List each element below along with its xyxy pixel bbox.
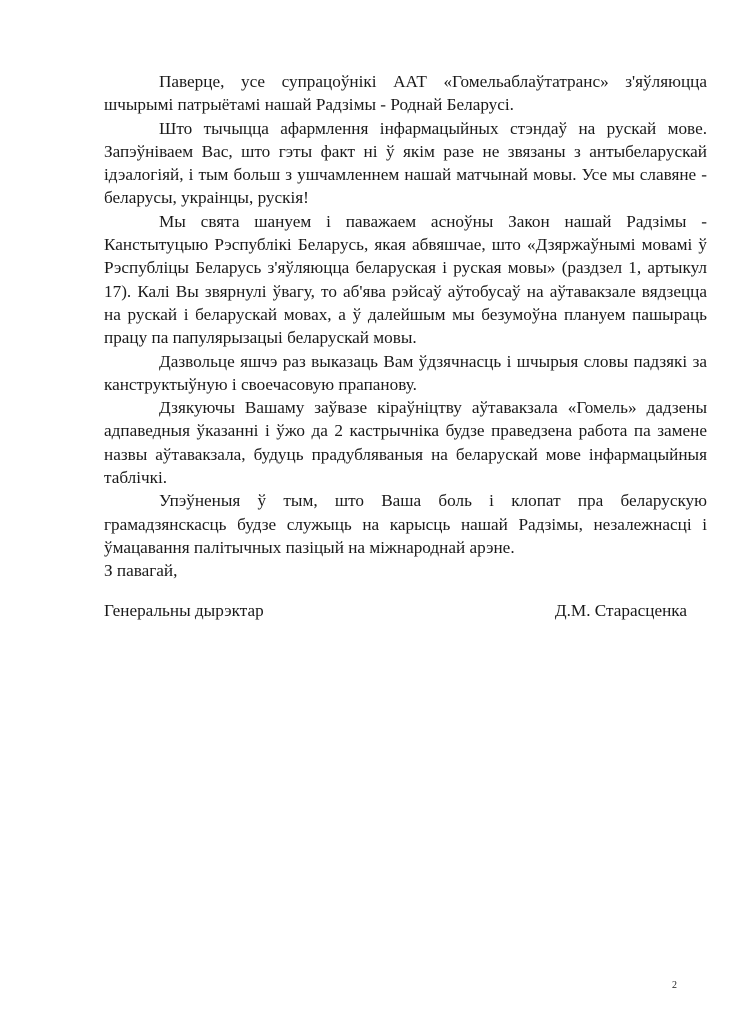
letter-paragraph: Дазвольце яшчэ раз выказаць Вам ўдзячнасць і шчырыя словы падзякі за канструктыўную і своечасовую прапанову. <box>104 351 707 394</box>
signature-name: Д.М. Старасценка <box>554 601 687 620</box>
letter-paragraph: Дзякуючы Вашаму заўвазе кіраўніцтву аўтавакзала «Гомель» дадзены адпаведныя ўказанні і ўжо да 2 кастрычніка будзе праведзена работа па замене назвы аўтавакзала, будуць прадубляваныя на беларускай мове інфармацыйныя таблічкі. <box>104 398 707 488</box>
closing-salutation: З павагай, <box>104 561 178 580</box>
signature-title: Генеральны дырэктар <box>104 601 264 620</box>
letter-paragraph: Мы свята шануем і паважаем асноўны Закон нашай Радзімы - Канстытуцыю Рэспублікі Беларусь, якая абвяшчае, што «Дзяржаўнымі мовамі ў Рэспубліцы Беларусь з'яўляюцца беларуская і руская мовы» (раздзел 1, артыкул 17). Калі Вы звярнулі ўвагу, то аб'ява рэйсаў аўтобусаў на аўтавакзале вядзецца на рускай і беларускай мовах, а ў далейшым мы безумоўна плануем пашыраць працу па папулярызацыі беларускай мовы. <box>104 211 707 348</box>
letter-paragraph: Паверце, усе супрацоўнікі ААТ «Гомельаблаўтатранс» з'яўляюцца шчырымі патрыётамі нашай Радзімы - Роднай Беларусі. <box>104 72 707 115</box>
page-number: 2 <box>672 980 677 991</box>
letter-paragraph: Што тычыцца афармлення інфармацыйных стэндаў на рускай мове. Запэўніваем Вас, што гэты факт ні ў якім разе не звязаны з антыбеларускай ідэалогіяй, і тым больш з ушчамленнем нашай матчынай мовы. Усе мы славяне - беларусы, украінцы, рускія! <box>104 118 707 208</box>
letter-body <box>104 70 707 559</box>
letter-paragraph: Упэўненыя ў тым, што Ваша боль і клопат пра беларускую грамадзянскасць будзе служыць на карысць нашай Радзімы, незалежнасці і ўмацавання палітычных пазіцый на міжнароднай арэне. <box>104 491 707 557</box>
